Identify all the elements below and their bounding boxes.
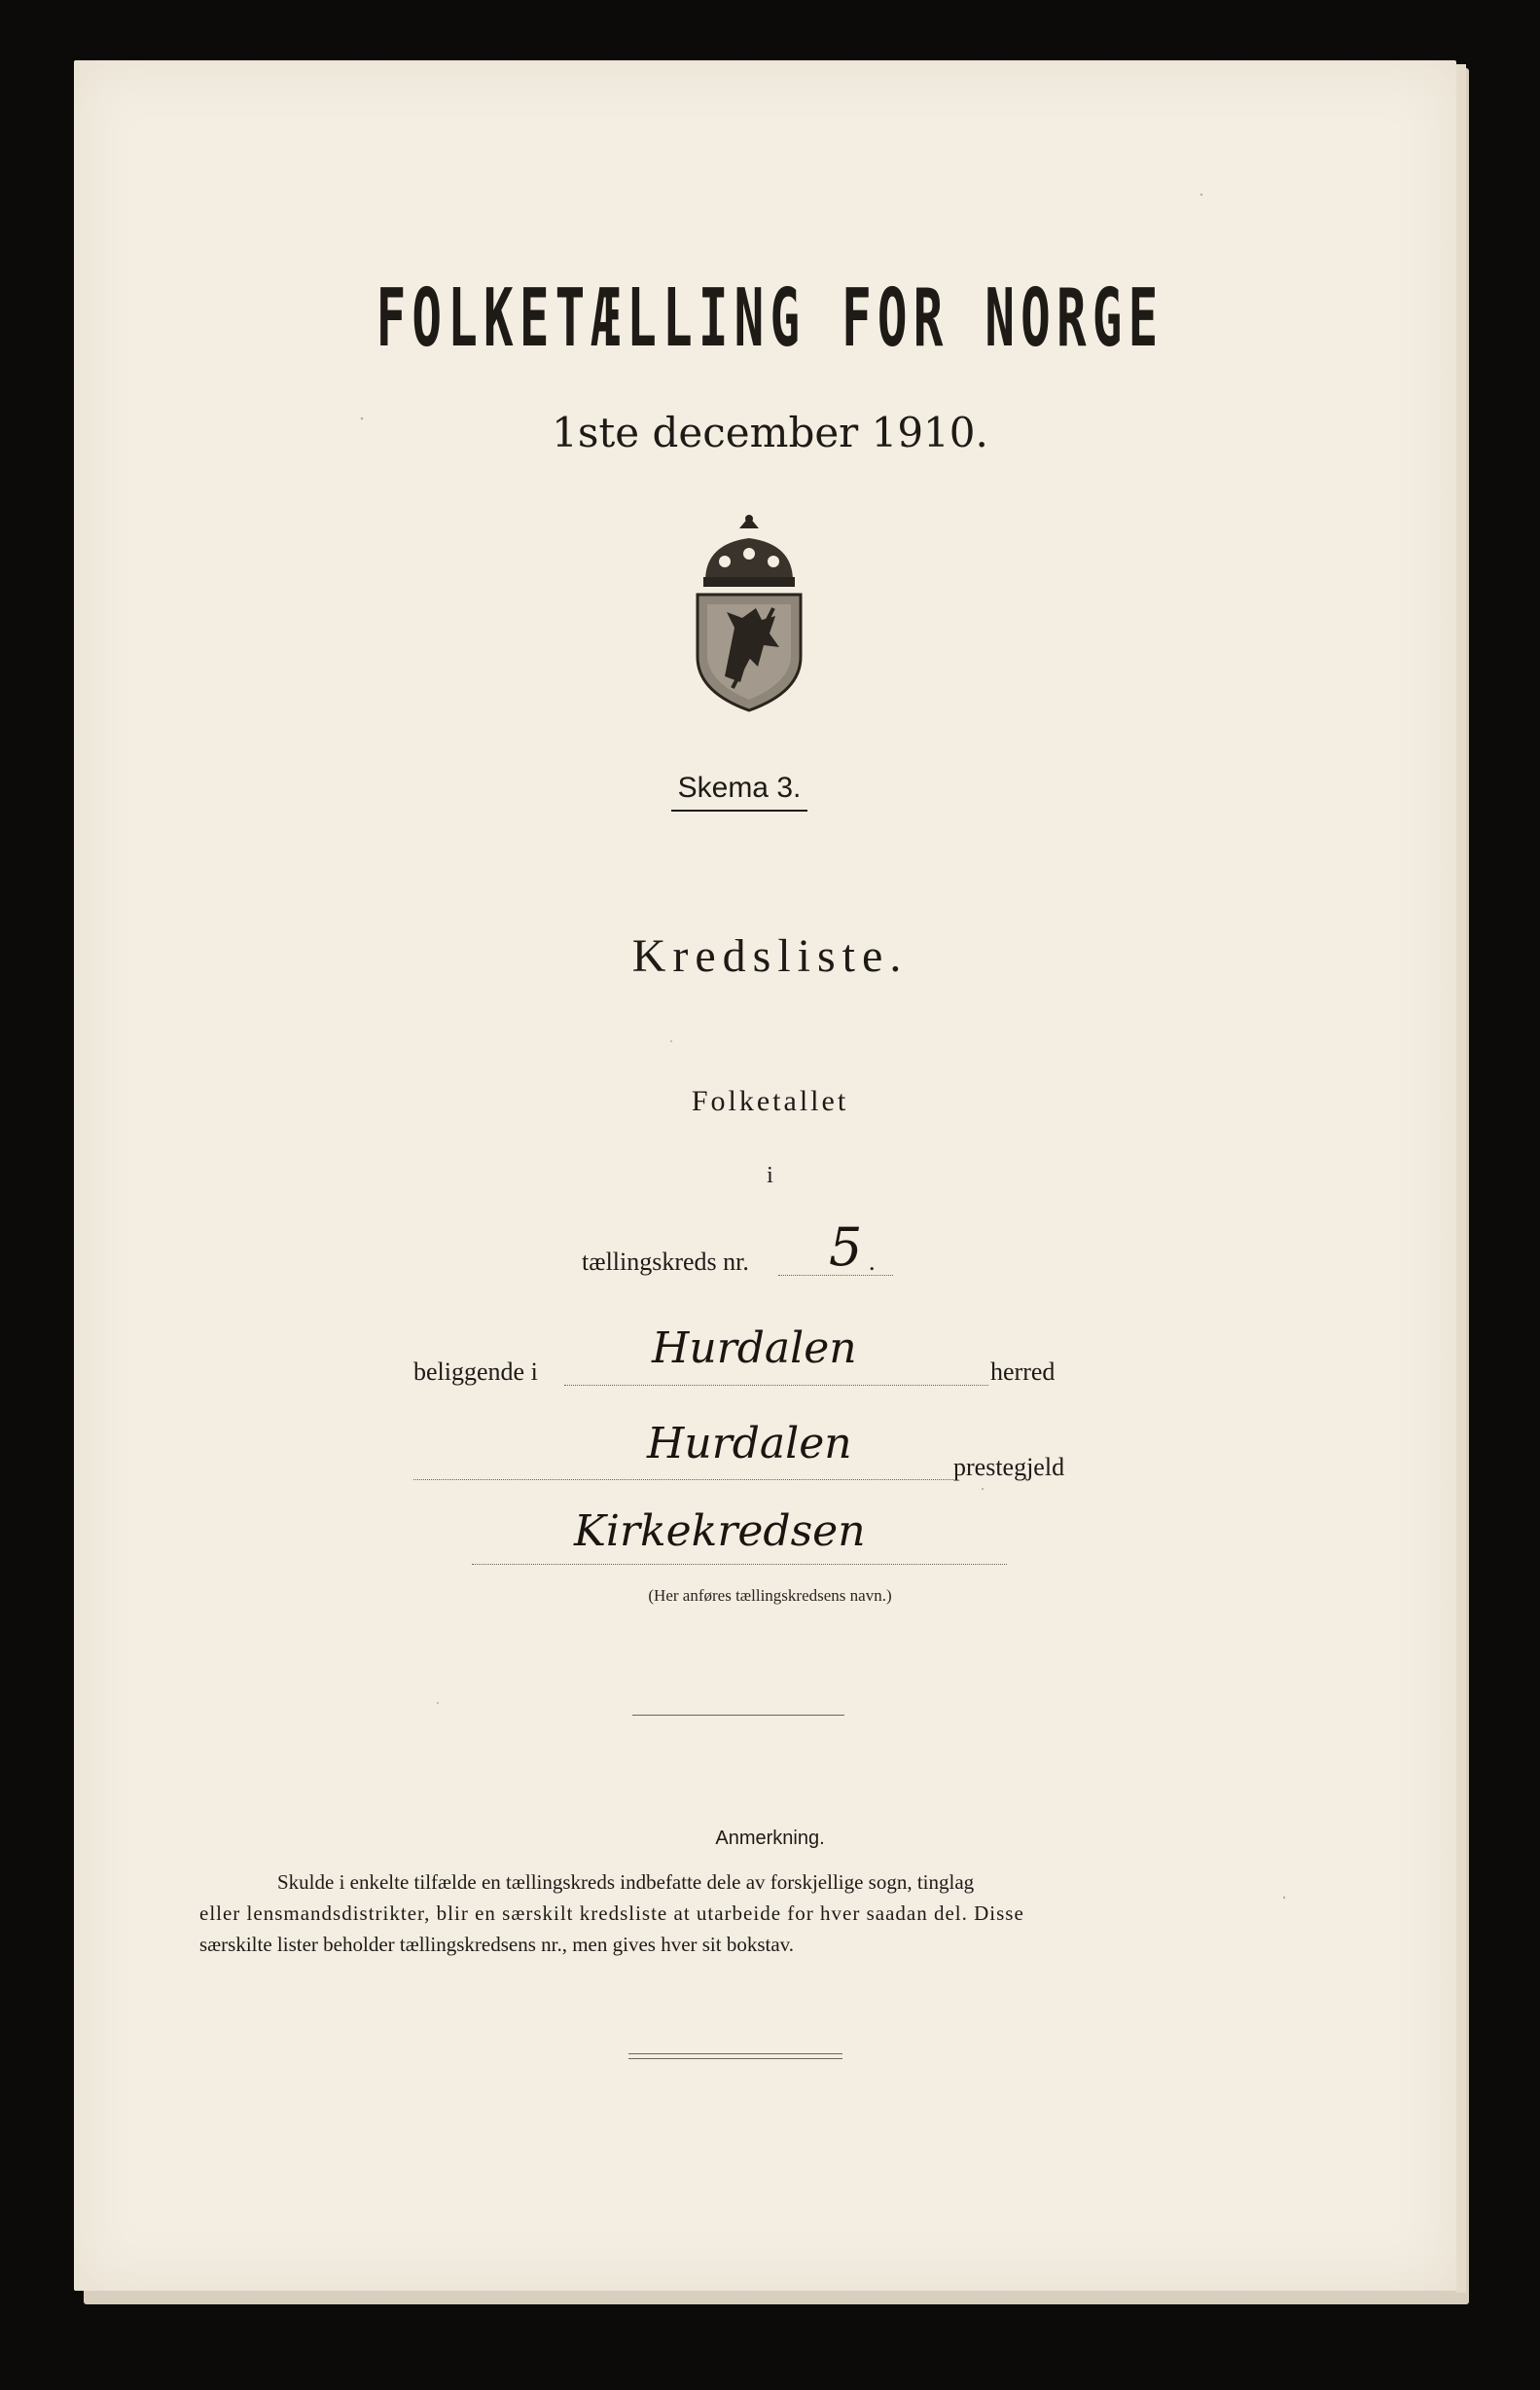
form-subject: Folketallet <box>691 1085 849 1117</box>
note-line-2: eller lensmandsdistrikter, blir en særskilt kredsliste at utarbeide for hver saadan del. Disse <box>199 1901 1024 1925</box>
connector-word: i <box>767 1163 773 1188</box>
prestegjeld-label: prestegjeld <box>953 1453 1065 1481</box>
prestegjeld-dotline <box>413 1479 953 1480</box>
form-name: Kredsliste. <box>631 930 909 982</box>
herred-value[interactable]: Hurdalen <box>652 1323 857 1373</box>
note-line-3: særskilte lister beholder tællingskredsens nr., men gives hver sit bokstav. <box>199 1933 795 1956</box>
district-name-hint: (Her anføres tællingskredsens navn.) <box>648 1586 892 1605</box>
schema-label: Skema 3. <box>677 772 802 804</box>
schema-underline <box>671 810 807 812</box>
census-date: 1ste december 1910. <box>552 409 988 456</box>
footer-rule-top <box>628 2053 842 2054</box>
document-title: FOLKETÆLLING FOR NORGE <box>376 272 1164 365</box>
district-name-dotline <box>472 1564 1007 1565</box>
district-number-period: . <box>869 1248 876 1276</box>
located-in-label: beliggende i <box>413 1358 538 1386</box>
herred-dotline <box>564 1385 988 1386</box>
district-number-label: tællingskreds nr. <box>582 1248 749 1276</box>
note-body <box>199 1866 1270 1960</box>
section-divider <box>632 1715 844 1716</box>
prestegjeld-value[interactable]: Hurdalen <box>647 1419 852 1468</box>
district-number-value[interactable]: 5 <box>829 1216 863 1278</box>
district-name-value[interactable]: Kirkekredsen <box>574 1506 866 1556</box>
coat-of-arms-icon <box>686 511 812 715</box>
note-heading: Anmerkning. <box>715 1828 825 1849</box>
note-line-1: Skulde i enkelte tilfælde en tællingskreds indbefatte dele av forskjellige sogn, tinglag <box>277 1870 975 1894</box>
herred-label: herred <box>990 1358 1056 1386</box>
footer-rule-bottom <box>628 2058 842 2059</box>
